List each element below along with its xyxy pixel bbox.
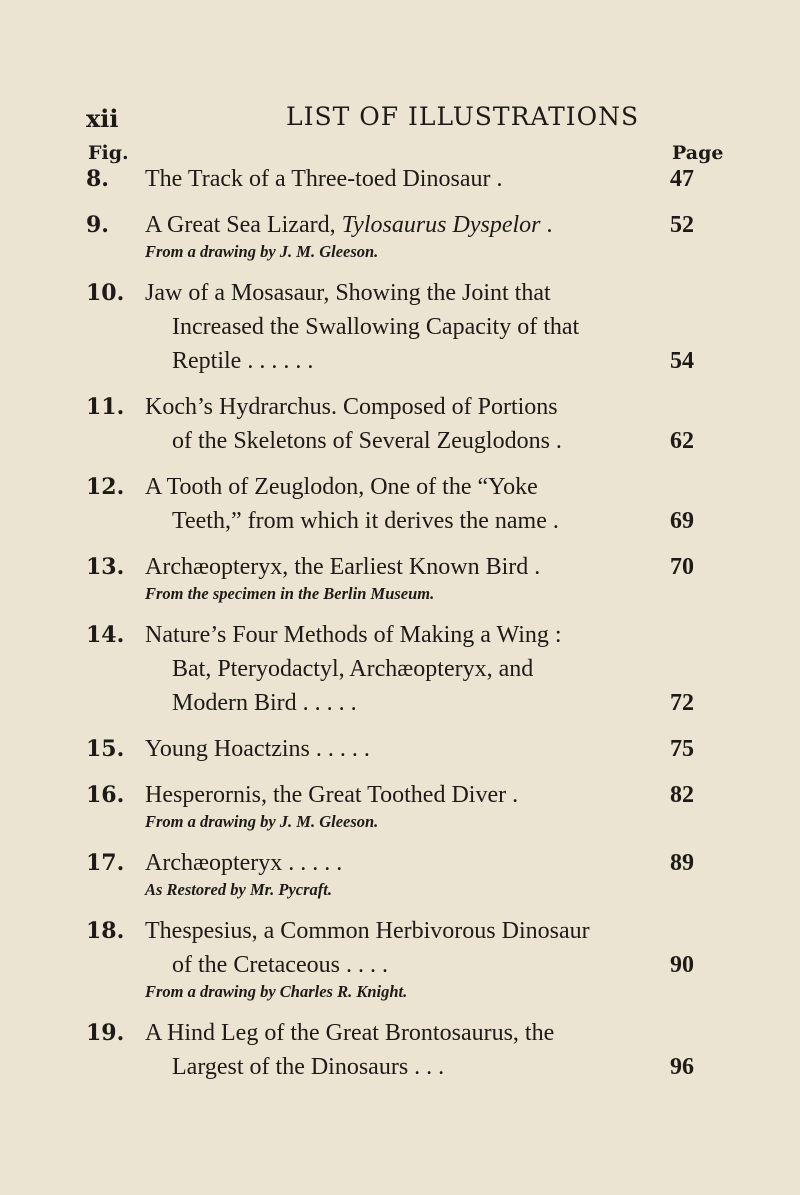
list-item xyxy=(0,846,800,902)
dot-leader: . xyxy=(506,782,519,808)
credit-line: From a drawing by J. M. Gleeson. xyxy=(145,242,379,261)
caption-line: Thespesius, a Common Herbivorous Dinosaur xyxy=(145,918,590,944)
figure-number: 18. xyxy=(86,918,125,944)
list-item xyxy=(0,618,800,720)
entry-caption xyxy=(145,390,625,458)
caption-line: Teeth,” from which it derives the name . xyxy=(172,508,559,534)
caption-line: Increased the Swallowing Capacity of that xyxy=(172,314,580,340)
entry-caption xyxy=(145,914,625,1004)
page-reference: 82 xyxy=(670,782,694,808)
dot-leader: . xyxy=(528,554,541,580)
caption-line: Archæopteryx . . . . . xyxy=(145,850,343,876)
entry-caption xyxy=(145,162,625,196)
page-reference: 70 xyxy=(670,554,694,580)
page-reference: 62 xyxy=(670,428,694,454)
figure-number: 17. xyxy=(86,850,125,876)
figure-number: 12. xyxy=(86,474,125,500)
page-reference: 89 xyxy=(670,850,694,876)
caption-line: Bat, Pteryodactyl, Archæopteryx, and xyxy=(172,656,534,682)
list-item xyxy=(0,778,800,834)
caption-line: Modern Bird . . . . . xyxy=(172,690,357,716)
figure-number: 8. xyxy=(86,166,109,192)
entry-caption xyxy=(145,618,625,720)
entry-caption xyxy=(145,778,625,834)
illustration-list xyxy=(0,162,800,1096)
figure-number: 16. xyxy=(86,782,125,808)
entry-caption xyxy=(145,276,625,378)
figure-number: 9. xyxy=(86,212,109,238)
entry-caption xyxy=(145,846,625,902)
dot-leader: . xyxy=(549,428,562,454)
caption-line: Largest of the Dinosaurs . . . xyxy=(172,1054,445,1080)
entry-caption xyxy=(145,550,625,606)
caption-line: Koch’s Hydrarchus. Composed of Portions xyxy=(145,394,558,420)
credit-line: From the specimen in the Berlin Museum. xyxy=(145,584,435,603)
caption-line: Archæopteryx, the Earliest Known Bird . xyxy=(145,554,541,580)
dot-leader: . . . . . xyxy=(309,736,370,762)
caption-line: Hesperornis, the Great Toothed Diver . xyxy=(145,782,519,808)
figure-number: 19. xyxy=(86,1020,125,1046)
credit-line: From a drawing by Charles R. Knight. xyxy=(145,982,408,1001)
running-head: LIST OF ILLUSTRATIONS xyxy=(286,102,640,131)
caption-line: of the Cretaceous . . . . xyxy=(172,952,388,978)
caption-line: of the Skeletons of Several Zeuglodons . xyxy=(172,428,562,454)
list-item xyxy=(0,470,800,538)
list-item xyxy=(0,208,800,264)
figure-number: 15. xyxy=(86,736,125,762)
figure-number: 13. xyxy=(86,554,125,580)
credit-line: As Restored by Mr. Pycraft. xyxy=(145,880,332,899)
caption-line: Reptile . . . . . . xyxy=(172,348,314,374)
fig-column-heading: Fig. xyxy=(88,142,129,164)
entry-caption xyxy=(145,1016,625,1084)
caption-line: A Tooth of Zeuglodon, One of the “Yoke xyxy=(145,474,538,500)
list-item xyxy=(0,162,800,196)
page-header xyxy=(86,100,706,140)
page-column-heading: Page xyxy=(672,142,724,164)
dot-leader: . . . . . . xyxy=(241,348,314,374)
caption-line: The Track of a Three-toed Dinosaur . xyxy=(145,166,503,192)
page-reference: 90 xyxy=(670,952,694,978)
dot-leader: . xyxy=(490,166,503,192)
page-number: xii xyxy=(86,104,119,133)
page-reference: 75 xyxy=(670,736,694,762)
caption-line: A Hind Leg of the Great Brontosaurus, the xyxy=(145,1020,555,1046)
figure-number: 10. xyxy=(86,280,125,306)
page-reference: 72 xyxy=(670,690,694,716)
credit-line: From a drawing by J. M. Gleeson. xyxy=(145,812,379,831)
list-item xyxy=(0,550,800,606)
dot-leader: . . . . . xyxy=(282,850,343,876)
entry-caption xyxy=(145,208,625,264)
entry-caption xyxy=(145,470,625,538)
list-item xyxy=(0,390,800,458)
dot-leader: . xyxy=(540,212,553,238)
entry-caption xyxy=(145,732,625,766)
figure-number: 11. xyxy=(86,394,125,420)
page-reference: 47 xyxy=(670,166,694,192)
caption-line: Nature’s Four Methods of Making a Wing : xyxy=(145,622,562,648)
page-reference: 69 xyxy=(670,508,694,534)
dot-leader: . xyxy=(546,508,559,534)
caption-line: Young Hoactzins . . . . . xyxy=(145,736,370,762)
dot-leader: . . . . . xyxy=(296,690,357,716)
dot-leader: . . . xyxy=(408,1054,445,1080)
list-item xyxy=(0,732,800,766)
figure-number: 14. xyxy=(86,622,125,648)
page-reference: 52 xyxy=(670,212,694,238)
dot-leader: . . . . xyxy=(339,952,388,978)
list-item xyxy=(0,914,800,1004)
page-reference: 54 xyxy=(670,348,694,374)
caption-line: A Great Sea Lizard, Tylosaurus Dyspelor . xyxy=(145,212,553,238)
list-item xyxy=(0,276,800,378)
list-item xyxy=(0,1016,800,1084)
caption-line: Jaw of a Mosasaur, Showing the Joint that xyxy=(145,280,551,306)
caption-italic: Tylosaurus Dyspelor xyxy=(341,212,541,238)
page-reference: 96 xyxy=(670,1054,694,1080)
